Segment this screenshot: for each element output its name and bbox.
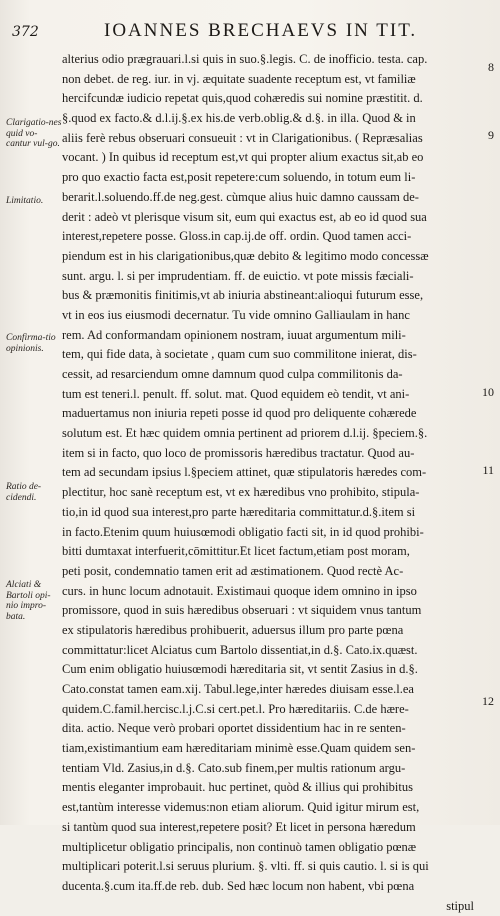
text-line: dita. actio. Neque verò probari oportet dissidentium hac in re senten-: [62, 721, 406, 736]
text-line: tem, qui fide data, à societate , quam cum suo commilitone inierat, dis-: [62, 347, 417, 362]
text-line: pro quo exactio facta est,posit repetere:cum soluendo, in totum eum li-: [62, 170, 416, 185]
text-line: plectitur, hoc sanè receptum est, vt ex hæredibus vno prohibito, stipula-: [62, 485, 420, 500]
margin-note-confirmatio: Confirma-tio opinionis.: [6, 333, 56, 354]
text-line: piendum est in his clarigationibus,quæ debito & legitimo modo concessæ: [62, 248, 429, 263]
text-line: berarit.l.soluendo.ff.de neg.gest. cùmque alius huic damno caussam de-: [62, 189, 419, 204]
margin-number: 9: [488, 128, 494, 142]
text-line: multiplicetur obligatio principalis, non continuò tamen obligatio pœnæ: [62, 839, 417, 854]
margin-number: 11: [482, 463, 494, 477]
text-line: hercifcundæ iudicio repetat quis,quod cohæredis sui nomine præstitit. d.: [62, 91, 423, 106]
margin-note-alciati: Alciati & Bartoli opi-nio impro-bata.: [6, 580, 51, 622]
text-line: maduertamus non iniuria repeti posse id quod pro deliquente cohærede: [62, 406, 417, 421]
text-line: item si in facto, quo loco de promissoris hæredibus tractatur. Quod au-: [62, 445, 415, 460]
text-line: bus & præmonitis finitimis,vt ab iniuria abstineant:alioqui futurum esse,: [62, 288, 424, 303]
text-line: mentis eleganter improbauit. huc pertinet, quòd & illius qui prohibitus: [62, 780, 413, 795]
text-line: sunt. argu. l. si per imprudentiam. ff. de euictio. vt pote missis fæciali-: [62, 268, 414, 283]
margin-note-limitatio: Limitatio.: [6, 196, 44, 206]
text-line: tem ad secundam ipsius l.§peciem attinet, quæ stipulatoris hæredes com-: [62, 465, 427, 480]
text-line: tentiam Vld. Zasius,in d.§. Cato.sub finem,per multis rationum argu-: [62, 760, 406, 775]
text-line: promissore, quod in suis hæredibus obseruari : vt siquidem vnus tantum: [62, 603, 422, 618]
margin-number: 12: [482, 694, 494, 708]
text-line: si tantùm quod sua interest,repetere posit? Et licet in persona hæredum: [62, 819, 416, 834]
page-header: [12, 20, 492, 46]
text-line: in facto.Etenim quum huiusœmodi obligatio facti sit, in id quod prohibi-: [62, 524, 424, 539]
text-line: solutum est. Et hæc quidem omnia pertinent ad priorem d.l.ij. §peciem.§.: [62, 426, 428, 441]
running-title: IOANNES BRECHAEVS IN TIT.: [104, 20, 418, 41]
margin-number: 10: [482, 385, 494, 399]
text-line: peti posit, condemnatio tamen erit ad æstimationem. Quod rectè Ac-: [62, 563, 404, 578]
text-line: quidem.C.famil.hercisc.l.j.C.si cert.pet.l. Pro hæreditariis. C.de hære-: [62, 701, 409, 716]
text-line: alterius odio prægrauari.l.si quis in suo.§.legis. C. de inofficio. testa. cap.: [62, 52, 428, 66]
catchword: stipul: [446, 898, 474, 913]
text-line: rem. Ad conformandam opinionem nostram, iuuat argumentum mili-: [62, 327, 406, 342]
text-line: bitti dumtaxat interfuerit,cōmittitur.Et licet factum,etiam post moram,: [62, 544, 410, 559]
text-line: ex stipulatoris hæredibus prohibuerit, aduersus illum pro parte pœna: [62, 622, 404, 637]
margin-note-clarigationes: Clarigatio-nes quid vo-cantur vul-go.: [6, 118, 62, 149]
text-line: ducenta.§.cum ita.ff.de reb. dub. Sed hæc locum non habent, vbi pœna: [62, 878, 415, 893]
text-line: vt in eos ius eiusmodi decernatur. Tu vide omnino Galliaulam in hanc: [62, 307, 410, 322]
text-line: interest,repetere posse. Gloss.in cap.ij.de off. ordin. Quod tamen acci-: [62, 229, 412, 244]
text-line: Cato.constat tamen eam.xij. Tabul.lege,inter hæredes diuisam esse.l.ea: [62, 682, 414, 696]
text-line: est,tantùm interesse videmus:non etiam aliorum. Quid igitur mirum est,: [62, 800, 420, 815]
text-line: tio,in id quod sua interest,pro parte hæreditaria committatur.d.§.item si: [62, 504, 416, 519]
text-line: cessit, ad resarciendum omne damnum quod culpa commilitonis da-: [62, 367, 403, 381]
margin-note-ratio-decidendi: Ratio de-cidendi.: [6, 482, 42, 503]
page-number: 372: [12, 24, 39, 40]
body-text: [62, 50, 474, 916]
text-line: curs. in hunc locum adnotauit. Existimaui quoque idem omnino in ipso: [62, 583, 417, 598]
text-line: tum est teneri.l. penult. ff. solut. mat. Quod equidem eò tendit, vt ani-: [62, 386, 410, 401]
text-line: committatur:licet Alciatus cum Bartolo dissentiat,in d.§. Cato.ix.quæst.: [62, 642, 418, 657]
text-line: Cum enim obligatio huiusœmodi hæreditaria sit, vt sentit Zasius in d.§.: [62, 662, 418, 677]
text-line: vocant. ) In quibus id receptum est,vt qui propter alium exactus sit,ab eo: [62, 150, 424, 165]
text-line: derit : adeò vt plerisque visum sit, eum qui exactus est, ab eo id quod sua: [62, 209, 427, 224]
text-line: non debet. de reg. iur. in vj. æquitate suadente receptum est, vt familiæ: [62, 71, 416, 86]
text-line: aliis ferè rebus obseruari consueuit : vt in Clarigationibus. ( Repræsalias: [62, 130, 423, 145]
text-line: §.quod ex facto.& d.l.ij.§.ex his.de verb.oblig.& d.§. in illa. Quod & in: [62, 111, 416, 126]
text-line: multiplicari poterit.l.si seruus plurium. §. vlti. ff. si quis cautio. l. si is qui: [62, 859, 429, 874]
text-line: tiam,existimantium eam hæreditariam minimè esse.Quam quidem sen-: [62, 741, 416, 756]
margin-number: 8: [488, 60, 494, 74]
